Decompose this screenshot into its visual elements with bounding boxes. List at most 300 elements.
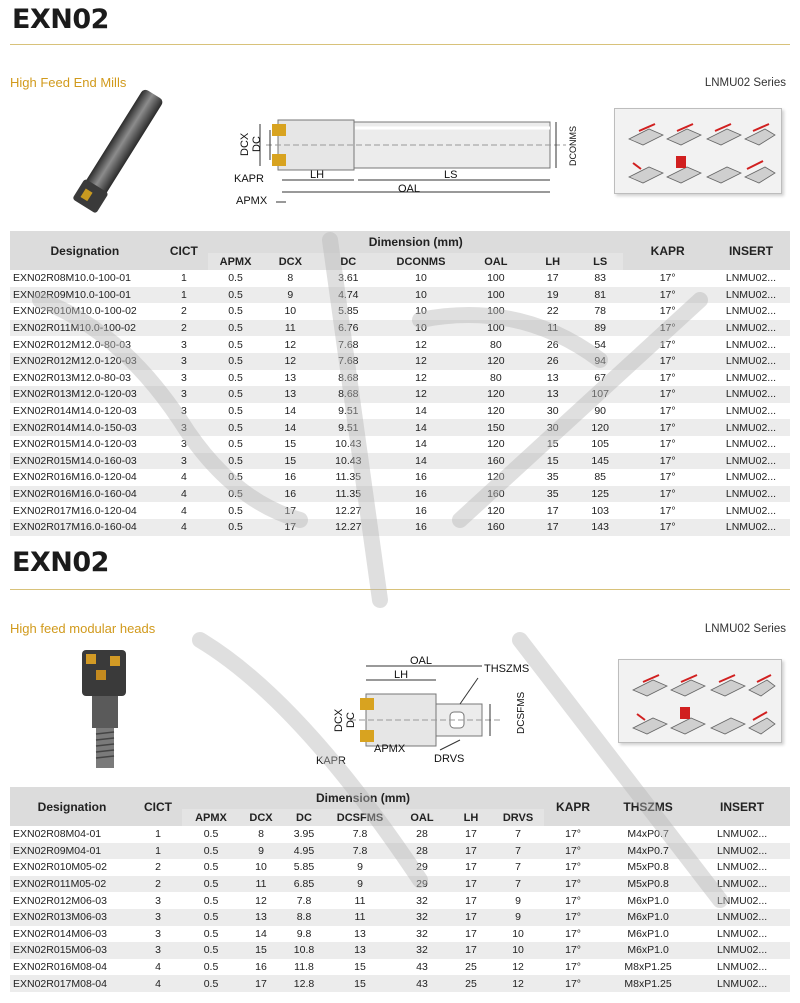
table-row [10, 336, 790, 353]
diagram-label: DC [345, 712, 357, 728]
table-row [10, 519, 790, 536]
table-row [10, 403, 790, 420]
table-cell: 0.5 [208, 403, 263, 420]
table-cell: 3 [160, 386, 208, 403]
table-cell: 3.95 [282, 826, 326, 843]
table-cell: 150 [463, 419, 528, 436]
table-cell: 11.35 [318, 469, 379, 486]
table-cell: 10 [240, 859, 282, 876]
table-cell: 3 [134, 909, 182, 926]
table-cell: 120 [463, 386, 528, 403]
table-row [10, 469, 790, 486]
table-cell: 17° [544, 826, 602, 843]
table-cell: 3 [134, 926, 182, 943]
table-cell: 3 [160, 403, 208, 420]
table-row [10, 502, 790, 519]
table-cell: 11 [326, 909, 394, 926]
table-cell: 7.8 [326, 843, 394, 860]
table-row [10, 959, 790, 976]
table-cell: 1 [134, 843, 182, 860]
diagram-label: KAPR [316, 755, 346, 767]
table-row [10, 859, 790, 876]
table-cell: 100 [463, 270, 528, 287]
table-cell: 17° [544, 909, 602, 926]
table-cell: 17° [623, 303, 712, 320]
col-cict: CICT [160, 231, 208, 270]
table-cell: 16 [263, 469, 318, 486]
table-cell: 17° [623, 270, 712, 287]
table-cell: 160 [463, 453, 528, 470]
section2-title: EXN02 [12, 547, 109, 578]
table-cell: 9 [240, 843, 282, 860]
table-cell: 17 [529, 270, 577, 287]
table-cell: 3 [160, 353, 208, 370]
table-cell: 7.8 [282, 892, 326, 909]
table-cell: 54 [577, 336, 623, 353]
table-cell: 17° [623, 320, 712, 337]
col-designation: Designation [10, 231, 160, 270]
col-ls: LS [577, 253, 623, 270]
section1-series: LNMU02 Series [704, 77, 786, 89]
table-cell: 85 [577, 469, 623, 486]
table-cell: 4 [160, 502, 208, 519]
col-insert: INSERT [712, 231, 790, 270]
table-cell: LNMU02... [712, 453, 790, 470]
table-cell: 9 [492, 892, 544, 909]
table-cell: 12 [379, 370, 463, 387]
table-cell: 12 [263, 353, 318, 370]
designation-cell: EXN02R012M12.0-80-03 [10, 336, 160, 353]
diagram-label: APMX [374, 743, 406, 755]
designation-cell: EXN02R011M10.0-100-02 [10, 320, 160, 337]
table-cell: 0.5 [208, 287, 263, 304]
table-row [10, 909, 790, 926]
designation-cell: EXN02R08M04-01 [10, 826, 134, 843]
table-cell: 17 [450, 892, 492, 909]
table-cell: LNMU02... [712, 519, 790, 536]
table-cell: M5xP0.8 [602, 876, 694, 893]
col-apmx: APMX [182, 809, 240, 826]
table-cell: 4 [160, 519, 208, 536]
table-cell: 1 [160, 270, 208, 287]
table-cell: LNMU02... [694, 959, 790, 976]
table-cell: 17° [544, 942, 602, 959]
table-cell: 145 [577, 453, 623, 470]
table-cell: LNMU02... [694, 926, 790, 943]
table-cell: 81 [577, 287, 623, 304]
table-cell: 14 [379, 436, 463, 453]
table-cell: 14 [379, 419, 463, 436]
table-cell: 17 [450, 826, 492, 843]
table-cell: 120 [463, 353, 528, 370]
designation-cell: EXN02R08M10.0-100-01 [10, 270, 160, 287]
table-cell: 10 [492, 942, 544, 959]
table-cell: 17 [450, 843, 492, 860]
section1-title: EXN02 [12, 4, 109, 35]
table-cell: 9.8 [282, 926, 326, 943]
table-cell: 90 [577, 403, 623, 420]
table-cell: 17° [623, 419, 712, 436]
table-cell: LNMU02... [712, 469, 790, 486]
designation-cell: EXN02R013M12.0-80-03 [10, 370, 160, 387]
table-cell: 9.51 [318, 419, 379, 436]
table-cell: 14 [263, 403, 318, 420]
table-cell: 6.76 [318, 320, 379, 337]
table-cell: M8xP1.25 [602, 959, 694, 976]
diagram-label: DCONMS [568, 126, 578, 166]
table-cell: 0.5 [182, 909, 240, 926]
table-cell: 43 [394, 959, 450, 976]
table-cell: LNMU02... [694, 909, 790, 926]
table-cell: 17° [544, 926, 602, 943]
table-cell: 10 [379, 320, 463, 337]
designation-cell: EXN02R015M14.0-160-03 [10, 453, 160, 470]
end-mill-dimension-diagram [230, 108, 580, 210]
table-cell: 80 [463, 370, 528, 387]
table-cell: 32 [394, 926, 450, 943]
table-cell: 16 [240, 959, 282, 976]
table-cell: 32 [394, 892, 450, 909]
table-cell: 0.5 [208, 320, 263, 337]
table-cell: 0.5 [208, 519, 263, 536]
table-cell: 12 [492, 975, 544, 992]
table-row [10, 287, 790, 304]
col-oal: OAL [394, 809, 450, 826]
table-cell: 16 [263, 486, 318, 503]
table-cell: 17 [450, 926, 492, 943]
designation-cell: EXN02R016M16.0-120-04 [10, 469, 160, 486]
table-cell: 12.27 [318, 519, 379, 536]
table-cell: 15 [263, 453, 318, 470]
diagram-label: DC [251, 136, 263, 152]
table-cell: M4xP0.7 [602, 843, 694, 860]
table-cell: 17 [529, 502, 577, 519]
table-cell: 17 [450, 876, 492, 893]
table-cell: LNMU02... [712, 320, 790, 337]
section1-divider [10, 44, 790, 45]
modular-head-photo [70, 644, 140, 774]
table-cell: 14 [379, 403, 463, 420]
diagram-label: OAL [398, 183, 421, 195]
section2-series: LNMU02 Series [704, 623, 786, 635]
table-cell: LNMU02... [712, 386, 790, 403]
table-cell: 16 [379, 486, 463, 503]
table-cell: 0.5 [182, 843, 240, 860]
designation-cell: EXN02R017M16.0-160-04 [10, 519, 160, 536]
table-cell: 120 [463, 469, 528, 486]
table-row [10, 486, 790, 503]
table-cell: 26 [529, 336, 577, 353]
table-cell: 7.68 [318, 353, 379, 370]
table-cell: 120 [463, 502, 528, 519]
designation-cell: EXN02R017M08-04 [10, 975, 134, 992]
table-cell: 125 [577, 486, 623, 503]
table-cell: 15 [240, 942, 282, 959]
table-cell: 0.5 [208, 502, 263, 519]
table-cell: 10.43 [318, 453, 379, 470]
table-cell: 15 [529, 436, 577, 453]
table-cell: 9 [492, 909, 544, 926]
table-cell: 5.85 [282, 859, 326, 876]
table-cell: LNMU02... [694, 859, 790, 876]
table-cell: 67 [577, 370, 623, 387]
table-cell: 7 [492, 876, 544, 893]
table-cell: 12.8 [282, 975, 326, 992]
table-row [10, 370, 790, 387]
end-mills-spec-table [10, 231, 790, 536]
table-cell: 4 [134, 959, 182, 976]
table-cell: 120 [463, 403, 528, 420]
table-cell: 0.5 [208, 370, 263, 387]
table-cell: 11 [529, 320, 577, 337]
table-cell: 10 [263, 303, 318, 320]
table-cell: 32 [394, 942, 450, 959]
table-cell: LNMU02... [694, 942, 790, 959]
table-cell: 3 [134, 942, 182, 959]
table-cell: 29 [394, 859, 450, 876]
designation-cell: EXN02R016M08-04 [10, 959, 134, 976]
table-row [10, 876, 790, 893]
table-cell: 9 [263, 287, 318, 304]
table-cell: 5.85 [318, 303, 379, 320]
designation-cell: EXN02R017M16.0-120-04 [10, 502, 160, 519]
table-cell: 107 [577, 386, 623, 403]
table-row [10, 826, 790, 843]
table-cell: 17° [544, 959, 602, 976]
table-cell: LNMU02... [712, 502, 790, 519]
table-cell: 100 [463, 287, 528, 304]
table-cell: 2 [134, 876, 182, 893]
table-cell: 17 [263, 519, 318, 536]
designation-cell: EXN02R09M04-01 [10, 843, 134, 860]
table-cell: 2 [160, 320, 208, 337]
diagram-label: LH [394, 669, 409, 681]
table-cell: 9 [326, 859, 394, 876]
table-row [10, 892, 790, 909]
table-cell: LNMU02... [712, 419, 790, 436]
table-cell: 100 [463, 303, 528, 320]
table-cell: 78 [577, 303, 623, 320]
table-cell: 120 [577, 419, 623, 436]
col-dc: DC [282, 809, 326, 826]
col-lh: LH [450, 809, 492, 826]
diagram-label: DCSFMS [516, 691, 527, 734]
designation-cell: EXN02R010M10.0-100-02 [10, 303, 160, 320]
designation-cell: EXN02R015M06-03 [10, 942, 134, 959]
col-drvs: DRVS [492, 809, 544, 826]
table-cell: 17° [544, 859, 602, 876]
table-cell: 17 [450, 942, 492, 959]
table-cell: 0.5 [182, 892, 240, 909]
table-cell: 3 [160, 436, 208, 453]
table-cell: 7.68 [318, 336, 379, 353]
table-cell: 12 [379, 353, 463, 370]
table-cell: 7.8 [326, 826, 394, 843]
table-cell: 0.5 [182, 975, 240, 992]
table-cell: 2 [134, 859, 182, 876]
operations-icons-panel-2 [618, 659, 782, 743]
table-cell: LNMU02... [694, 892, 790, 909]
table-cell: LNMU02... [712, 336, 790, 353]
table-cell: 32 [394, 909, 450, 926]
table-cell: 26 [529, 353, 577, 370]
table-cell: 0.5 [182, 826, 240, 843]
table-cell: 89 [577, 320, 623, 337]
table-row [10, 436, 790, 453]
table-cell: 30 [529, 403, 577, 420]
table-cell: 15 [326, 959, 394, 976]
table-cell: 17° [623, 370, 712, 387]
table-cell: 9.51 [318, 403, 379, 420]
table-cell: 17 [529, 519, 577, 536]
designation-cell: EXN02R014M06-03 [10, 926, 134, 943]
table-cell: 13 [326, 926, 394, 943]
table-cell: LNMU02... [694, 876, 790, 893]
table-cell: 6.85 [282, 876, 326, 893]
table-cell: 19 [529, 287, 577, 304]
section1-subtitle: High Feed End Mills [10, 75, 127, 90]
table-cell: 12 [263, 336, 318, 353]
table-cell: 17° [544, 876, 602, 893]
table-cell: 4 [160, 486, 208, 503]
table-cell: M4xP0.7 [602, 826, 694, 843]
table-cell: 1 [160, 287, 208, 304]
table-row [10, 353, 790, 370]
designation-cell: EXN02R013M06-03 [10, 909, 134, 926]
table-cell: 35 [529, 469, 577, 486]
designation-cell: EXN02R011M05-02 [10, 876, 134, 893]
table-cell: M8xP1.25 [602, 975, 694, 992]
table-cell: 12 [379, 336, 463, 353]
table-cell: 2 [160, 303, 208, 320]
table-cell: 0.5 [208, 453, 263, 470]
designation-cell: EXN02R012M06-03 [10, 892, 134, 909]
end-mill-photo [38, 82, 198, 222]
table-cell: 28 [394, 826, 450, 843]
table-cell: 10 [379, 287, 463, 304]
table-cell: 17° [623, 287, 712, 304]
table-row [10, 320, 790, 337]
table-row [10, 453, 790, 470]
table-row [10, 942, 790, 959]
table-cell: LNMU02... [712, 403, 790, 420]
table-cell: 4.95 [282, 843, 326, 860]
table-row [10, 270, 790, 287]
table-cell: 4.74 [318, 287, 379, 304]
diagram-label: LS [444, 169, 458, 181]
col-cict: CICT [134, 787, 182, 826]
table-cell: 160 [463, 486, 528, 503]
table-cell: M6xP1.0 [602, 942, 694, 959]
table-cell: LNMU02... [712, 436, 790, 453]
table-cell: 17° [623, 486, 712, 503]
table-cell: LNMU02... [712, 486, 790, 503]
table-cell: 0.5 [208, 486, 263, 503]
table-cell: 3 [134, 892, 182, 909]
diagram-label: LH [310, 169, 325, 181]
table-cell: 8.68 [318, 386, 379, 403]
col-designation: Designation [10, 787, 134, 826]
designation-cell: EXN02R09M10.0-100-01 [10, 287, 160, 304]
table-cell: 9 [326, 876, 394, 893]
table-cell: 8 [240, 826, 282, 843]
col-dcsfms: DCSFMS [326, 809, 394, 826]
table-cell: 12 [240, 892, 282, 909]
table-cell: 17 [240, 975, 282, 992]
table-cell: 14 [263, 419, 318, 436]
table-cell: 15 [263, 436, 318, 453]
diagram-label: DCX [333, 708, 345, 732]
table-cell: 17° [544, 975, 602, 992]
designation-cell: EXN02R010M05-02 [10, 859, 134, 876]
table-row [10, 926, 790, 943]
table-cell: 0.5 [182, 859, 240, 876]
designation-cell: EXN02R015M14.0-120-03 [10, 436, 160, 453]
table-cell: 17° [623, 453, 712, 470]
table-cell: 30 [529, 419, 577, 436]
table-cell: 4 [134, 975, 182, 992]
col-insert: INSERT [694, 787, 790, 826]
table-cell: 12 [379, 386, 463, 403]
table-cell: 12 [492, 959, 544, 976]
table-cell: 13 [529, 370, 577, 387]
table-cell: 17 [450, 859, 492, 876]
designation-cell: EXN02R014M14.0-120-03 [10, 403, 160, 420]
table-cell: 7 [492, 826, 544, 843]
col-oal: OAL [463, 253, 528, 270]
col-thszms: THSZMS [602, 787, 694, 826]
table-cell: 28 [394, 843, 450, 860]
diagram-label: KAPR [234, 173, 264, 185]
table-cell: 25 [450, 959, 492, 976]
table-cell: 3.61 [318, 270, 379, 287]
table-cell: 22 [529, 303, 577, 320]
modular-head-dimension-diagram [310, 650, 550, 770]
table-cell: 11 [240, 876, 282, 893]
table-cell: 120 [463, 436, 528, 453]
section2-subtitle: High feed modular heads [10, 621, 156, 636]
table-cell: 8.8 [282, 909, 326, 926]
designation-cell: EXN02R014M14.0-150-03 [10, 419, 160, 436]
table-cell: 0.5 [208, 469, 263, 486]
table-cell: M6xP1.0 [602, 892, 694, 909]
table-cell: 0.5 [208, 336, 263, 353]
table-cell: 29 [394, 876, 450, 893]
diagram-label: DRVS [434, 753, 465, 765]
table-row [10, 843, 790, 860]
table-cell: 94 [577, 353, 623, 370]
table-cell: 8 [263, 270, 318, 287]
table-cell: 10.43 [318, 436, 379, 453]
table-cell: 3 [160, 336, 208, 353]
col-dcx: DCX [240, 809, 282, 826]
table-cell: 7 [492, 859, 544, 876]
table-cell: 10.8 [282, 942, 326, 959]
col-dconms: DCONMS [379, 253, 463, 270]
table-cell: 11 [263, 320, 318, 337]
table-cell: 8.68 [318, 370, 379, 387]
table-cell: 160 [463, 519, 528, 536]
table-cell: 17 [450, 909, 492, 926]
table-cell: 11 [326, 892, 394, 909]
diagram-label: THSZMS [484, 663, 530, 675]
table-cell: 13 [263, 370, 318, 387]
table-cell: 14 [379, 453, 463, 470]
table-cell: M5xP0.8 [602, 859, 694, 876]
col-dimension: Dimension (mm) [208, 231, 623, 253]
designation-cell: EXN02R016M16.0-160-04 [10, 486, 160, 503]
col-kapr: KAPR [623, 231, 712, 270]
